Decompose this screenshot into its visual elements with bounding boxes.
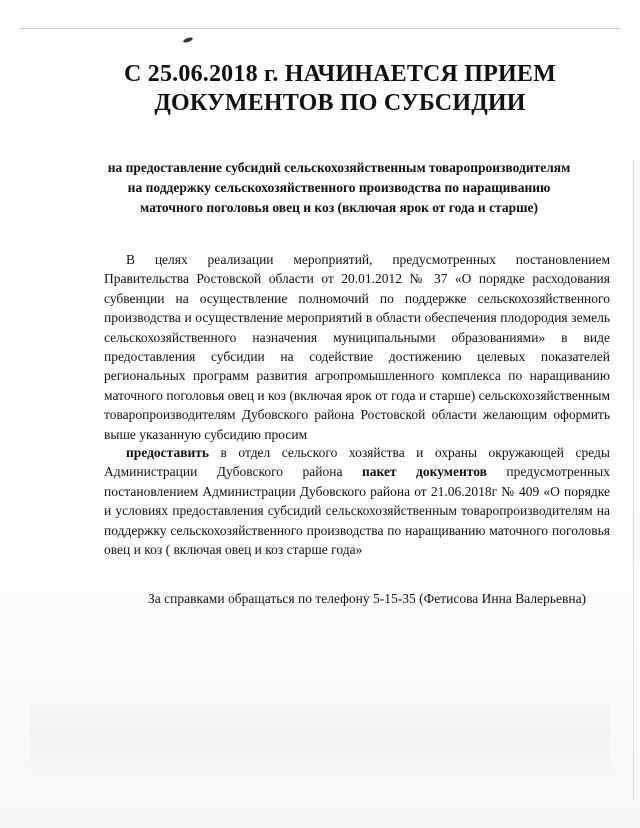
paragraph-request-lead: предоставить	[126, 445, 210, 460]
fold-shadow	[30, 690, 610, 780]
scan-smudge	[183, 36, 194, 43]
paragraph-request-middle: в отдел сельского хозяйства и охраны окружающей среды Администрации Дубовского района	[104, 445, 610, 480]
page-edge-line	[20, 28, 620, 29]
paragraph-request-tail: предусмотренных постановлением Администрации Дубовского района от 21.06.2018г № 409 «О порядке и условиях предоставления субсидий сельскохозяйственным товаропроизводителям на поддержку сельскохозяйственного производства по наращиванию маточного поголовья овец и коз ( включая овец и коз старше года»	[104, 464, 610, 558]
paragraph-request	[104, 443, 610, 559]
paragraph-request-highlight: пакет документов	[361, 464, 487, 480]
document-subtitle: на предоставление субсидий сельскохозяйственным товаропроизводителям на поддержку сельскохозяйственного производства по наращиванию маточного поголовья овец и коз (включая ярок от года и старше)	[107, 160, 571, 215]
contact-info: За справками обращаться по телефону 5-15-35 (Фетисова Инна Валерьевна)	[148, 591, 587, 606]
paragraph-main: В целях реализации мероприятий, предусмотренных постановлением Правительства Ростовской области от 20.01.2012 № 37 «О порядке расходования субвенции на осуществление полномочий по поддержке сельскохозяйственного производства и осуществление мероприятий в области обеспечения плодородия земель сельскохозяйственного назначения муниципальными образованиями» в виде предоставления субсидии на содействие достижению целевых показателей региональных программ развития агропромышленного комплекса по наращиванию маточного поголовья овец и коз (включая ярок от года и старше) сельскохозяйственным товаропроизводителям Дубовского района Ростовской области желающим оформить выше указанную субсидию просим	[104, 252, 610, 442]
document-title: С 25.06.2018 г. НАЧИНАЕТСЯ ПРИЕМ ДОКУМЕНТОВ ПО СУБСИДИИ	[124, 61, 556, 116]
page-edge-shadow	[633, 160, 634, 800]
